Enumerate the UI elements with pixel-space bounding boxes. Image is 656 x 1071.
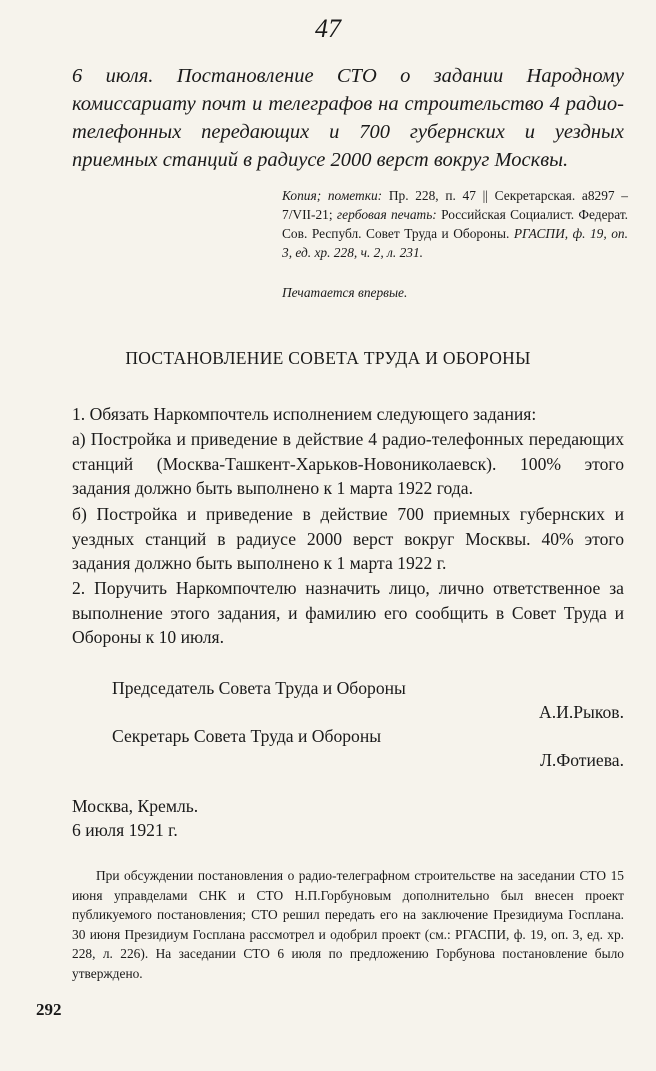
chairman-title: Председатель Совета Труда и Обороны <box>112 678 406 698</box>
source-marks-label: пометки: <box>327 188 383 203</box>
editorial-note: При обсуждении постановления о радио-телеграфном строительстве на заседании СТО 15 июня управделами СНК и СТО Н.П.Горбуновым дополнительно был внесен проект публикуемого постановления; СТО решил передать его на заключение Президиума Госплана. 30 июня Президиум Госплана рассмотрел и одобрил проект (см.: РГАСПИ, ф. 19, оп. 3, ед. хр. 228, л. 226). На заседании СТО 6 июля по предложению Горбунова постановление было утверждено. <box>72 868 624 981</box>
paragraph-1b: б) Постройка и приведение в действие 700 приемных губернских и уездных станций в радиусе 2000 верст вокруг Москвы. 40% этого задания должно быть выполнено к 1 марта 1922 г. <box>72 504 624 573</box>
document-title: 6 июля. Постановление СТО о задании Народному комиссариату почт и телеграфов на строительство 4 радио-телефонных передающих и 700 губернских и уездных приемных станций в радиусе 2000 верст вокруг Москвы. <box>72 65 624 171</box>
place: Москва, Кремль. <box>72 796 199 816</box>
source-archive: РГАСПИ, ф. 19, оп. 3, ед. хр. 228, ч. 2, л. 231. <box>282 226 628 260</box>
paragraph-1: 1. Обязать Наркомпочтель исполнением следующего задания: <box>72 404 537 424</box>
secretary-name: Л.Фотиева. <box>540 750 624 770</box>
paragraph-1a: а) Постройка и приведение в действие 4 радио-телефонных передающих станций (Москва-Ташкент-Харьков-Новониколаевск). 100% этого задания должно быть выполнено к 1 марта 1922 года. <box>72 429 624 498</box>
decree-heading: ПОСТАНОВЛЕНИЕ СОВЕТА ТРУДА И ОБОРОНЫ <box>125 348 531 368</box>
date: 6 июля 1921 г. <box>72 820 178 840</box>
secretary-title: Секретарь Совета Труда и Обороны <box>112 726 382 746</box>
first-publication-note: Печатается впервые. <box>282 285 408 300</box>
page-number: 292 <box>36 1000 62 1019</box>
source-marks-text: Пр. 228, п. 47 || Секретарская. а8297 – 7/VII-21; <box>282 188 628 222</box>
document-number: 47 <box>315 14 341 43</box>
source-copy-label: Копия; <box>282 188 322 203</box>
source-note <box>282 186 628 262</box>
chairman-name: А.И.Рыков. <box>539 702 624 722</box>
source-stamp-text: Российская Социалист. Федерат. Сов. Республ. Совет Труда и Обороны. <box>282 207 629 241</box>
source-stamp-label: гербовая печать: <box>336 207 437 222</box>
paragraph-2: 2. Поручить Наркомпочтелю назначить лицо, лично ответственное за выполнение этого задания, и фамилию его сообщить в Совет Труда и Обороны к 10 июля. <box>72 578 624 647</box>
